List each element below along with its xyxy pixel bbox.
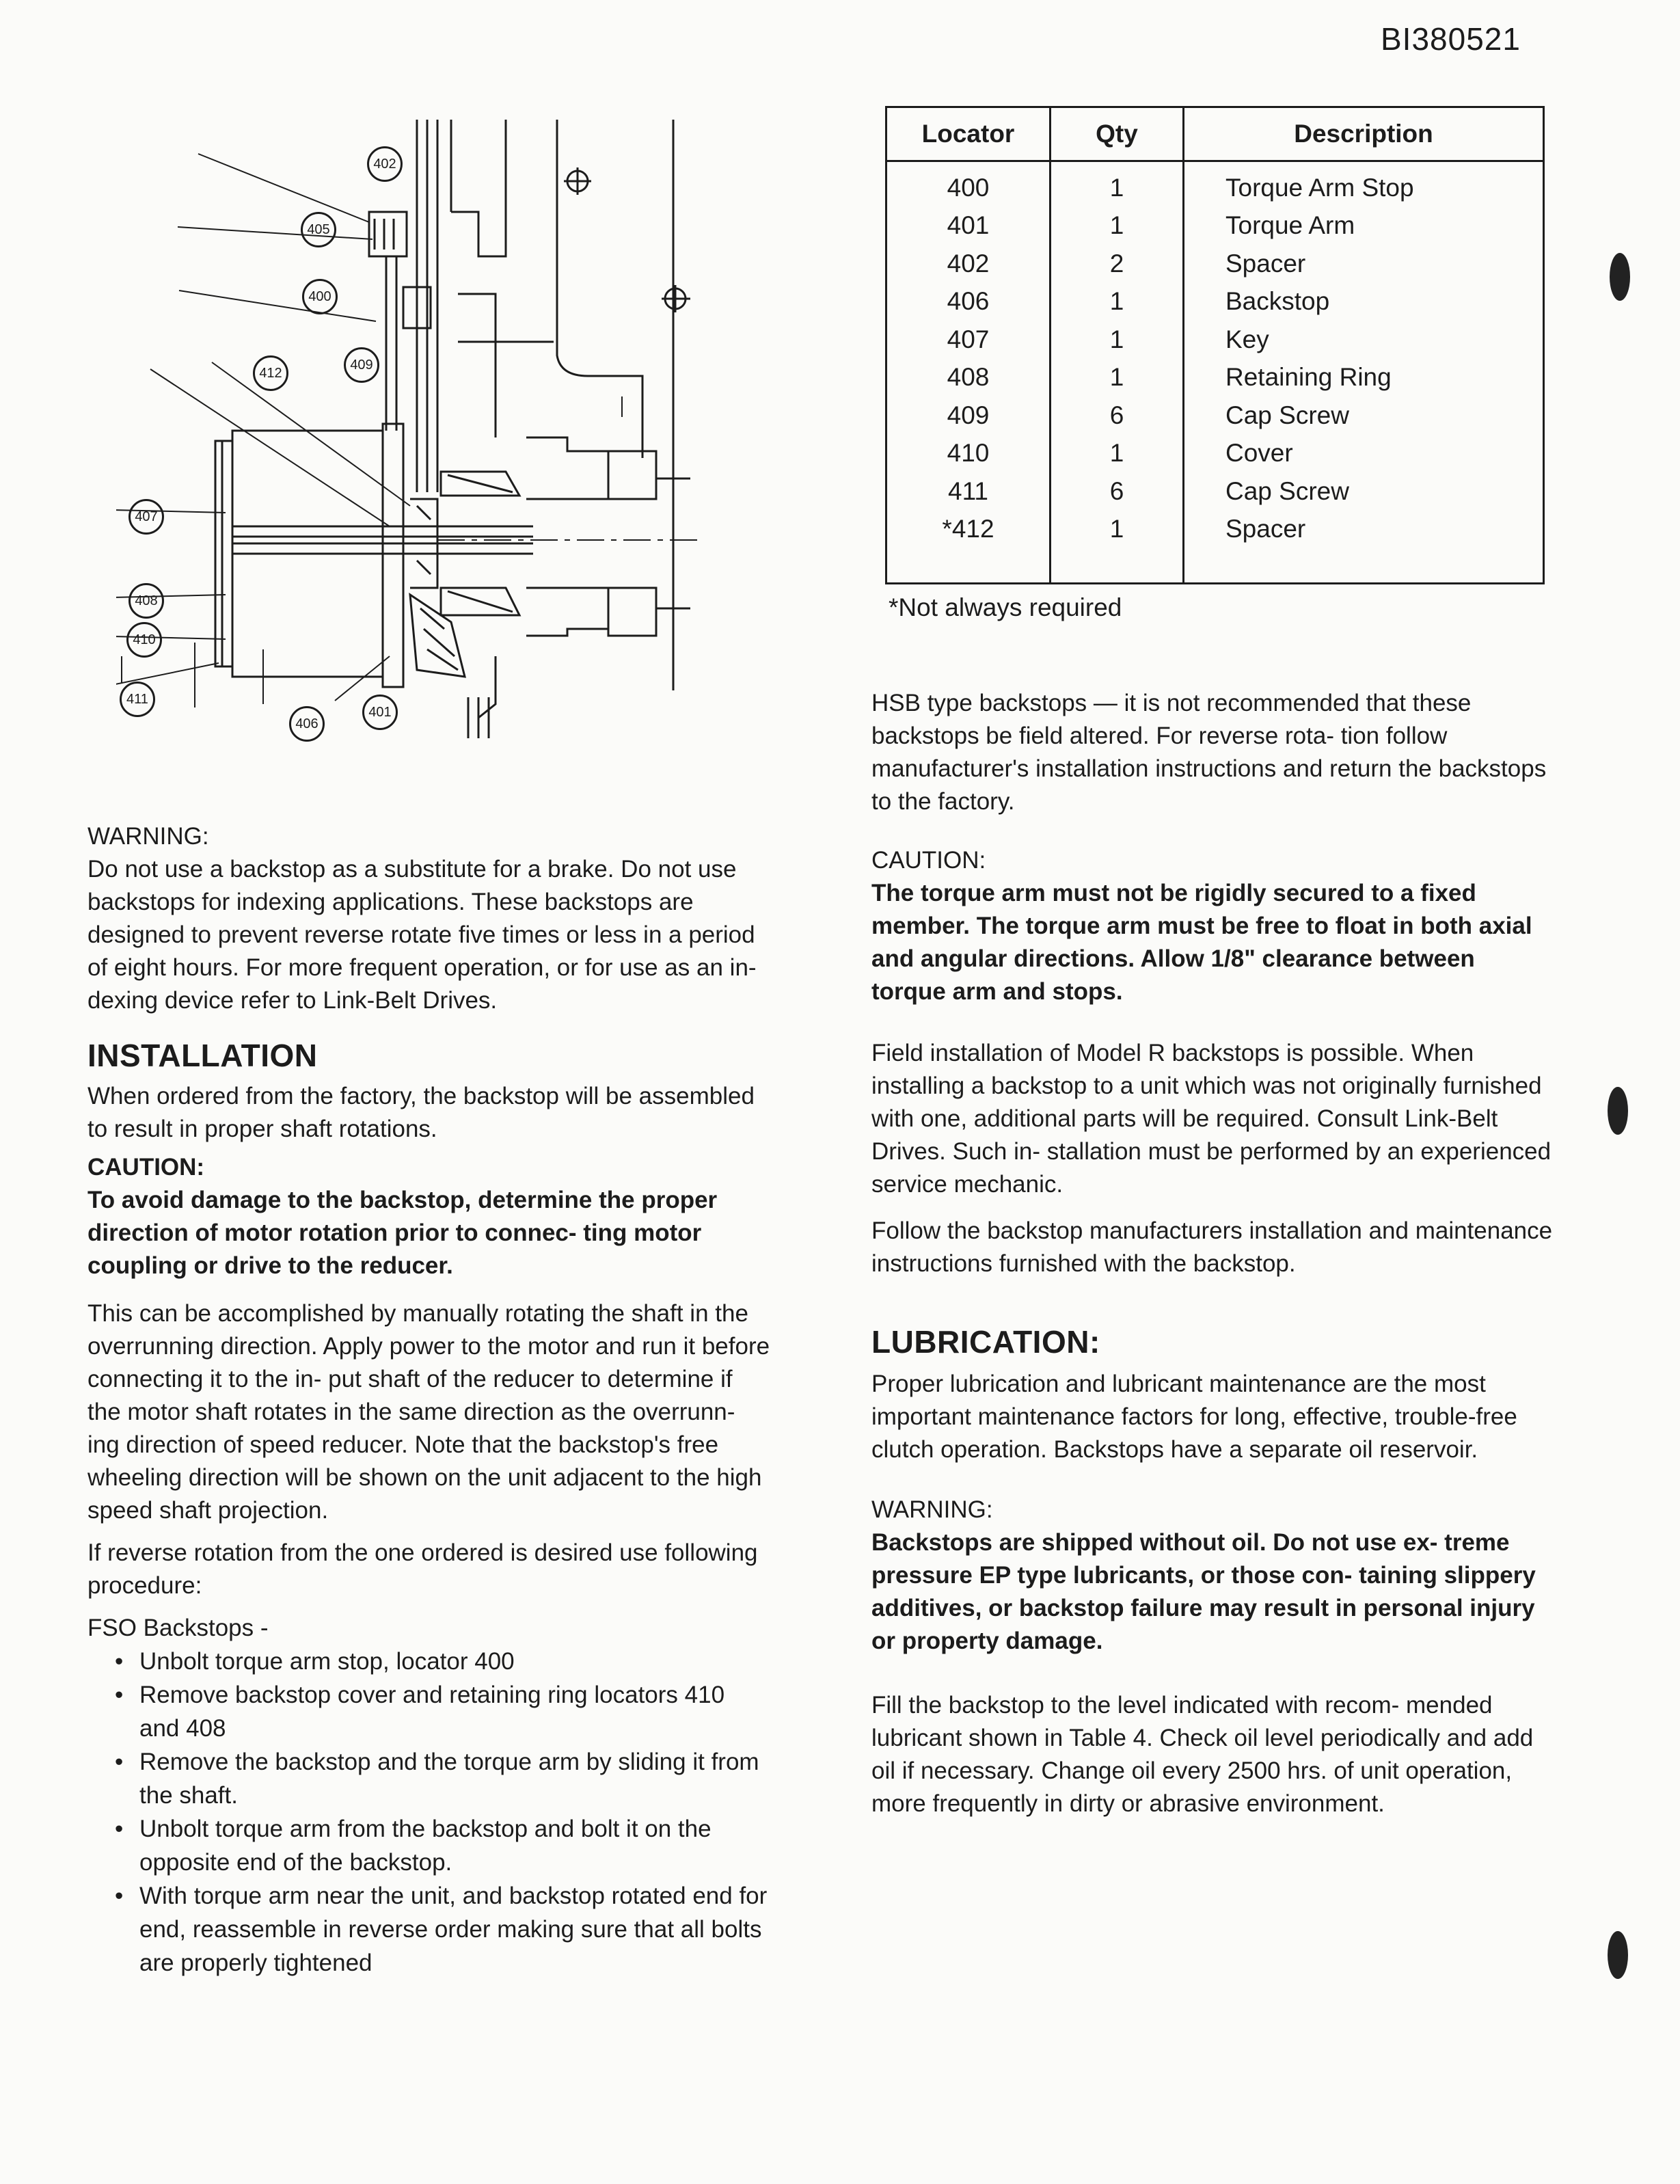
table-spacer-row <box>886 161 1544 170</box>
fso-label: FSO Backstops - <box>87 1615 269 1641</box>
locator-cell: 401 <box>886 207 1051 245</box>
qty-cell: 1 <box>1051 321 1184 359</box>
qty-cell: 1 <box>1051 435 1184 473</box>
installation-text: When ordered from the factory, the backstop will be assembled to result in proper shaft rotations. <box>87 1083 755 1142</box>
locator-cell: 411 <box>886 472 1051 511</box>
qty-cell: 1 <box>1051 511 1184 549</box>
installation-heading: INSTALLATION <box>87 1038 318 1073</box>
lubrication-heading: LUBRICATION: <box>871 1324 1100 1360</box>
binder-hole-mark <box>1610 253 1630 301</box>
callout-406: 406 <box>289 706 325 742</box>
header-description: Description <box>1184 107 1544 161</box>
qty-cell: 2 <box>1051 245 1184 283</box>
locator-cell: 402 <box>886 245 1051 283</box>
warning-label-right: WARNING: <box>871 1496 993 1523</box>
right-column <box>871 687 1555 1820</box>
table-footnote: *Not always required <box>889 593 1122 621</box>
list-item: • Unbolt torque arm from the backstop and bolt it on the opposite end of the backstop. <box>139 1812 771 1879</box>
parts-table <box>885 106 1545 584</box>
table-row <box>886 511 1544 549</box>
qty-cell: 1 <box>1051 283 1184 321</box>
description-cell: Retaining Ring <box>1184 359 1544 397</box>
binder-hole-mark <box>1608 1087 1628 1135</box>
qty-cell: 1 <box>1051 169 1184 207</box>
description-cell: Backstop <box>1184 283 1544 321</box>
callout-405: 405 <box>301 212 336 247</box>
backstop-assembly-diagram <box>116 109 731 759</box>
callout-400: 400 <box>302 279 338 314</box>
description-cell: Cap Screw <box>1184 396 1544 435</box>
caution-label: CAUTION: <box>87 1154 205 1181</box>
description-cell: Spacer <box>1184 245 1544 283</box>
description-cell: Torque Arm Stop <box>1184 169 1544 207</box>
description-cell: Cover <box>1184 435 1544 473</box>
description-cell: Key <box>1184 321 1544 359</box>
fill-oil-text: Fill the backstop to the level indicated with recom- mended lubricant shown in Table 4. Check oil level periodically and add oil if necessary. Change oil every 2500 hrs. of unit operation, more frequently in dirty or abrasive environment. <box>871 1692 1534 1817</box>
list-item: • Remove the backstop and the torque arm by sliding it from the shaft. <box>139 1745 771 1812</box>
caution-text-right: The torque arm must not be rigidly secured to a fixed member. The torque arm must be free to float in both axial and angular directions. Allow 1/8" clearance between torque arm and stops. <box>871 880 1532 1005</box>
table-row <box>886 359 1544 397</box>
locator-cell: 409 <box>886 396 1051 435</box>
locator-cell: 400 <box>886 169 1051 207</box>
locator-cell: 407 <box>886 321 1051 359</box>
description-cell: Cap Screw <box>1184 472 1544 511</box>
callout-402: 402 <box>367 146 403 182</box>
callout-412: 412 <box>253 355 288 391</box>
document-id: BI380521 <box>1381 21 1521 57</box>
description-cell: Torque Arm <box>1184 207 1544 245</box>
callout-401: 401 <box>362 695 398 730</box>
hsb-text: HSB type backstops — it is not recommended that these backstops be field altered. For reverse rota- tion follow manufacturer's installation instructions and return the backstops to the factory. <box>871 690 1547 815</box>
table-row <box>886 472 1544 511</box>
caution-text: To avoid damage to the backstop, determine the proper direction of motor rotation prior to connec- ting motor coupling or drive to the reducer. <box>87 1187 718 1279</box>
table-row <box>886 396 1544 435</box>
locator-cell: *412 <box>886 511 1051 549</box>
header-locator: Locator <box>886 107 1051 161</box>
list-item: • With torque arm near the unit, and backstop rotated end for end, reassemble in reverse order making sure that all bolts are properly tightened <box>139 1879 771 1980</box>
left-column <box>87 820 771 1980</box>
warning-text: Do not use a backstop as a substitute for a brake. Do not use backstops for indexing applications. These backstops are designed to prevent reverse rotate five times or less in a period of eight hours. For more frequent operation, or for use as an in- dexing device refer to Link-Belt Drives. <box>87 856 757 1014</box>
callout-407: 407 <box>128 499 164 535</box>
binder-hole-mark <box>1608 1931 1628 1979</box>
qty-cell: 1 <box>1051 359 1184 397</box>
table-row <box>886 321 1544 359</box>
callout-408: 408 <box>128 583 164 619</box>
table-row <box>886 169 1544 207</box>
table-header-row <box>886 107 1544 161</box>
qty-cell: 6 <box>1051 472 1184 511</box>
locator-cell: 406 <box>886 283 1051 321</box>
warning-label: WARNING: <box>87 823 209 850</box>
qty-cell: 1 <box>1051 207 1184 245</box>
locator-cell: 410 <box>886 435 1051 473</box>
qty-cell: 6 <box>1051 396 1184 435</box>
reverse-rotation-text: If reverse rotation from the one ordered is desired use following procedure: <box>87 1539 758 1599</box>
procedure-text: This can be accomplished by manually rotating the shaft in the overrunning direction. Apply power to the motor and run it before connecting it to the in- put shaft of the reducer to determine if the motor shaft rotates in the same direction as the overrunn- ing direction of speed reducer. Note that the backstop's free wheeling direction will be shown on the unit adjacent to the high speed shaft projection. <box>87 1300 770 1524</box>
table-row <box>886 207 1544 245</box>
table-row <box>886 435 1544 473</box>
follow-instructions-text: Follow the backstop manufacturers installation and maintenance instructions furnished with the backstop. <box>871 1217 1553 1277</box>
callout-409: 409 <box>344 347 379 383</box>
table-row <box>886 283 1544 321</box>
locator-cell: 408 <box>886 359 1051 397</box>
callout-411: 411 <box>120 682 155 717</box>
list-item: • Remove backstop cover and retaining ring locators 410 and 408 <box>139 1678 771 1745</box>
field-installation-text: Field installation of Model R backstops is possible. When installing a backstop to a unit which was not originally furnished with one, additional parts will be required. Consult Link-Belt Drives. Such in- stallation must be performed by an experienced service mechanic. <box>871 1040 1552 1198</box>
fso-steps-list <box>87 1645 771 1980</box>
caution-label-right: CAUTION: <box>871 847 986 874</box>
warning-text-right: Backstops are shipped without oil. Do not use ex- treme pressure EP type lubricants, or those con- taining slippery additives, or backstop failure may result in personal injury or property damage. <box>871 1529 1536 1654</box>
lubrication-text: Proper lubrication and lubricant maintenance are the most important maintenance factors for long, effective, trouble-free clutch operation. Backstops have a separate oil reservoir. <box>871 1371 1517 1463</box>
description-cell: Spacer <box>1184 511 1544 549</box>
header-qty: Qty <box>1051 107 1184 161</box>
callout-410: 410 <box>126 622 162 658</box>
list-item: • Unbolt torque arm stop, locator 400 <box>139 1645 771 1678</box>
table-row <box>886 245 1544 283</box>
table-spacer-row <box>886 548 1544 584</box>
